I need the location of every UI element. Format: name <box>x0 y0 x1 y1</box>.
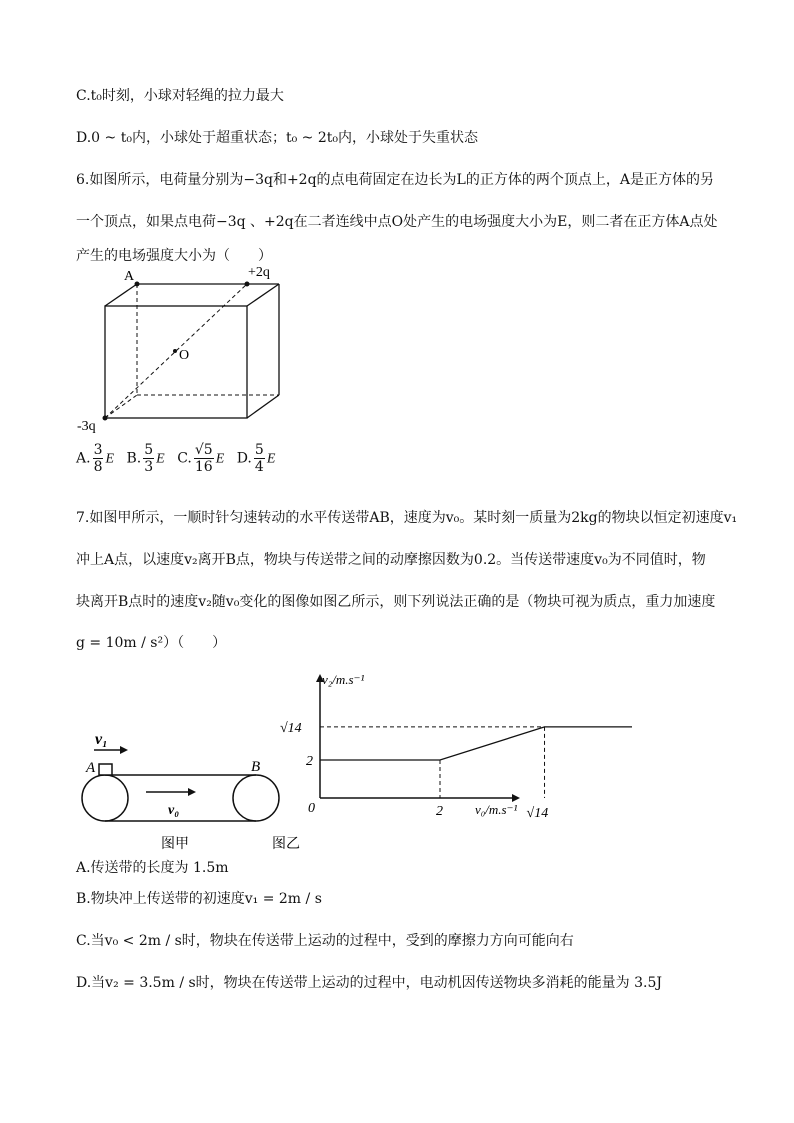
q5-option-c: C.t₀时刻，小球对轻绳的拉力最大 <box>76 88 284 104</box>
y-axis-label: v₂/m.s⁻¹ <box>322 672 365 687</box>
q7-stem-line3: 块离开B点时的速度v₂随v₀变化的图像如图乙所示，则下列说法正确的是（物块可视为质点，重力加速度 <box>76 594 716 610</box>
label-v0: v₀ <box>168 803 180 818</box>
q6-cube-figure <box>74 262 284 442</box>
q7-option-c: C.当v₀ < 2m / s时，物块在传送带上运动的过程中，受到的摩擦力方向可能向右 <box>76 933 574 949</box>
left-roller <box>82 775 128 821</box>
series-v2 <box>320 727 632 760</box>
q6-options <box>76 442 283 475</box>
q7-option-b: B.物块冲上传送带的初速度v₁ = 2m / s <box>76 891 322 907</box>
q6-option-d: D. $\frac{5}{4}$ E <box>236 442 276 475</box>
origin-label: 0 <box>308 801 315 816</box>
q6-option-a: A. $\frac{3}{8}$ E <box>76 442 115 475</box>
q6-stem-line3: 产生的电场强度大小为（ ） <box>76 248 272 264</box>
q6-option-c: C. $\frac{√5}{16}$ E <box>177 442 225 475</box>
label-b: B <box>251 759 261 775</box>
q5-option-d: D.0 ~ t₀内，小球处于超重状态；t₀ ~ 2t₀内，小球处于失重状态 <box>76 130 478 146</box>
q7-conveyor-figure <box>76 720 286 855</box>
q6-stem-line2: 一个顶点，如果点电荷−3q 、+2q在二者连线中点O处产生的电场强度大小为E，则二者在正方体A点处 <box>76 214 718 230</box>
label-v1: v₁ <box>95 731 108 748</box>
tick-x-2: 2 <box>436 804 443 819</box>
q7-v2-v0-chart <box>262 670 549 855</box>
label-a: A <box>124 269 135 284</box>
x-axis-label: v₀/m.s⁻¹ <box>475 802 518 817</box>
cube-front-face <box>105 306 247 418</box>
q7-option-a: A.传送带的长度为 1.5m <box>76 860 229 876</box>
label-a: A <box>86 760 96 776</box>
caption-jia: 图甲 <box>161 836 189 852</box>
q7-stem-line4: g = 10m / s²）（ ） <box>76 635 227 651</box>
q7-option-d: D.当v₂ = 3.5m / s时，物块在传送带上运动的过程中，电动机因传送物块多消耗的能量为 3.5J <box>76 975 662 991</box>
tick-y-sqrt14: √14 <box>280 720 302 736</box>
q7-stem-line1: 7.如图甲所示，一顺时针匀速转动的水平传送带AB，速度为v₀。某时刻一质量为2kg的物块以恒定初速度v₁ <box>76 510 738 526</box>
q6-option-b: B. $\frac{5}{3}$ E <box>126 442 165 475</box>
tick-x-sqrt14: √14 <box>526 806 549 821</box>
tick-y-2: 2 <box>306 754 313 769</box>
label-o: O <box>179 348 190 363</box>
q7-stem-line2: 冲上A点，以速度v₂离开B点，物块与传送带之间的动摩擦因数为0.2。当传送带速度v₀为不同值时，物 <box>76 552 706 568</box>
block <box>99 764 112 775</box>
q6-stem-line1: 6.如图所示，电荷量分别为−3q和+2q的点电荷固定在边长为L的正方体的两个顶点上，A是正方体的另 <box>76 172 714 188</box>
label-minus-3q: -3q <box>77 419 96 434</box>
label-plus-2q: +2q <box>248 265 270 280</box>
caption-yi: 图乙 <box>272 836 300 852</box>
